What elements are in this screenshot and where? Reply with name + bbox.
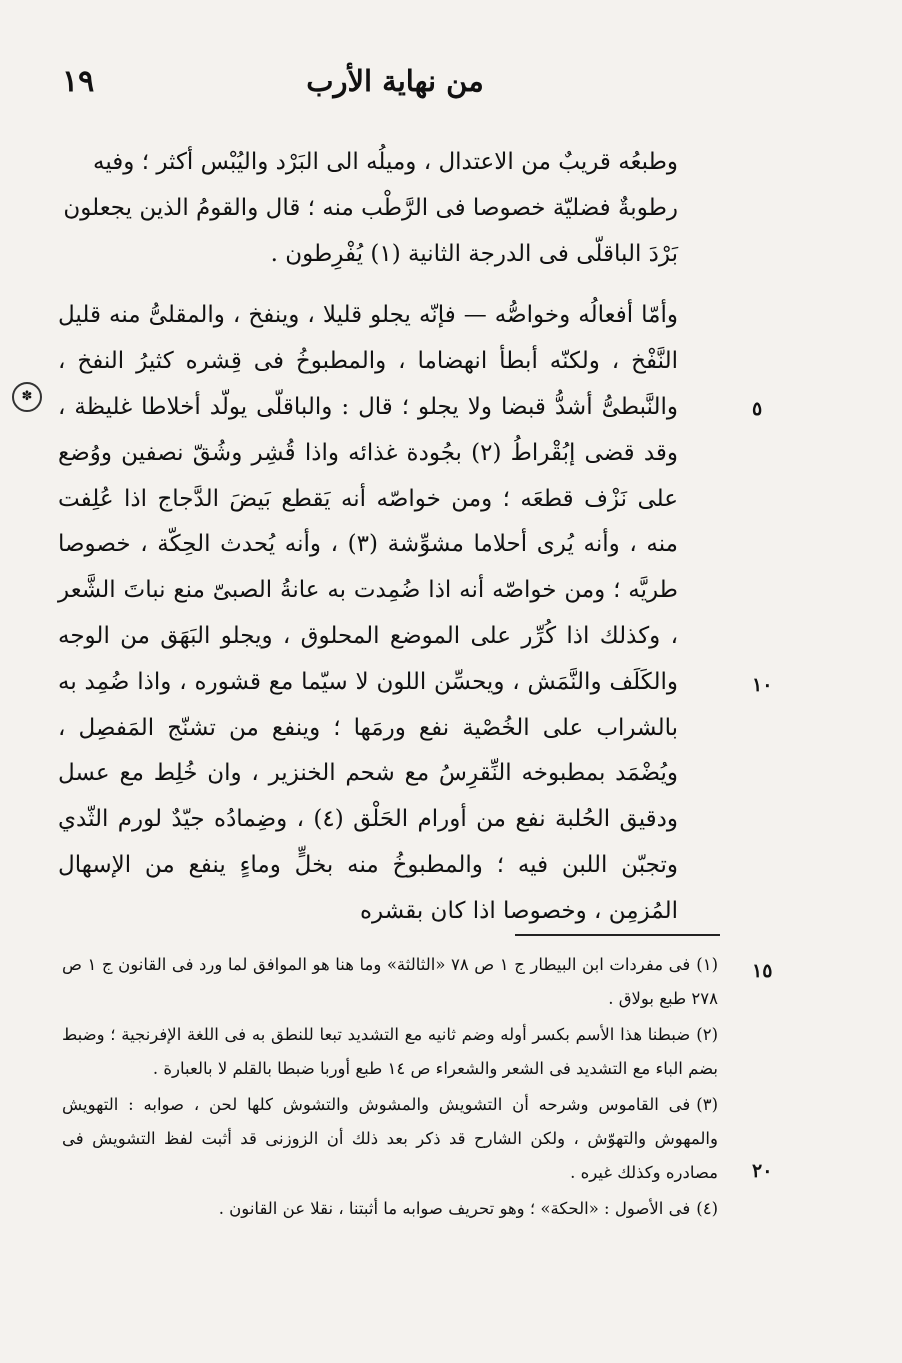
footnote-1 [62,948,718,1016]
line-number-10: ١٠ [752,674,773,696]
line-number-5: ٥ [752,398,763,420]
footnote-number: (٤) [696,1199,718,1218]
footnote-number: (١) [696,955,718,974]
footnote-3 [62,1088,718,1190]
footnote-text: فى مفردات ابن البيطار ج ١ ص ٧٨ «الثالثة» وما هنا هو الموافق لما ورد فى القانون ج ١ ص ٢٧٨ طبع بولاق . [62,955,718,1008]
main-text [58,140,718,935]
footnote-number: (٣) [696,1095,718,1114]
paragraph-gap [58,277,718,293]
paragraph-2: وأمّا أفعالُه وخواصُّه — فإنّه يجلو قليلا ، وينفخ ، والمقلىُّ منه قليل النَّفْخ ، ولكنّه أبطأ انهضاما ، والمطبوخُ فى قِشره كثيرُ النفخ ، والنَّبطىُّ أشدُّ قبضا ولا يجلو ؛ قال : والباقلّى يولّد أخلاطا غليظة ، وقد قضى إبُقْراطُ (٢) بجُودة غذائه واذا قُشِر وشُقّ نصفين ووُضع على نَزْف قطعَه ؛ ومن خواصّه أنه يَقطع بَيضَ الدَّجاج اذا عُلِفت منه ، وأنه يُرى أحلاما مشوِّشة (٣) ، وأنه يُحدث الحِكّة ، خصوصا طريَّه ؛ ومن خواصّه أنه اذا ضُمِدت به عانةُ الصبىّ منع نباتَ الشَّعر ، وكذلك اذا كُرِّر على الموضع المحلوق ، ويجلو البَهَق من الوجه والكَلَف والنَّمَش ، ويحسِّن اللون لا سيّما مع قشوره ، واذا ضُمِد به بالشراب على الخُصْية نفع ورمَها ؛ وينفع من تشنّج المَفصِل ، ويُضْمَد بمطبوخه النِّقرِسُ مع شحم الخنزير ، وان خُلِط مع عسل ودقيق الحُلبة نفع من أورام الحَلْق (٤) ، وضِمادُه جيّدٌ لورم الثّدي وتجبّن اللبن فيه ؛ والمطبوخُ منه بخلٍّ وماءٍ ينفع من الإسهال المُزمِن ، وخصوصا اذا كان بقشره [58,302,679,924]
line-number-20: ٢٠ [752,1160,773,1182]
footnote-text: ضبطنا هذا الأسم بكسر أوله وضم ثانيه مع التشديد تبعا للنطق به فى اللغة الإفرنجية ؛ وضبط بضم الباء مع التشديد فى الشعر والشعراء ص ١٤ طبع أوربا ضبطا بالقلم لا بالعبارة . [62,1025,718,1078]
page-header [60,58,730,108]
margin-ornament-icon: ✽ [12,382,42,412]
footnote-text: فى القاموس وشرحه أن التشويش والمشوش والتشوش كلها لحن ، صوابه : التهويش والمهوش والتهوّش ، ولكن الشارح قد ذكر بعد ذلك أن الزوزنى قد أثبت لفظ التشويش فى مصادره وكذلك غيره . [62,1095,718,1182]
paragraph-1: وطبعُه قريبٌ من الاعتدال ، وميلُه الى البَرْد واليُبْس أكثر ؛ وفيه رطوبةٌ فضليّة خصوصا فى الرَّطْب منه ؛ قال والقومُ الذين يجعلون بَرْدَ الباقلّى فى الدرجة الثانية (١) يُفْرِطون . [63,149,678,267]
footnote-text: فى الأصول : «الحكة» ؛ وهو تحريف صوابه ما أثبتنا ، نقلا عن القانون . [218,1199,691,1218]
footnote-2 [62,1018,718,1086]
footnote-4 [62,1192,718,1226]
footnote-rule [515,934,720,936]
page-number: ١٩ [62,64,95,99]
running-title: من نهاية الأرب [306,64,484,98]
footnotes [62,948,718,1228]
footnote-number: (٢) [696,1025,718,1044]
line-number-15: ١٥ [752,960,773,982]
